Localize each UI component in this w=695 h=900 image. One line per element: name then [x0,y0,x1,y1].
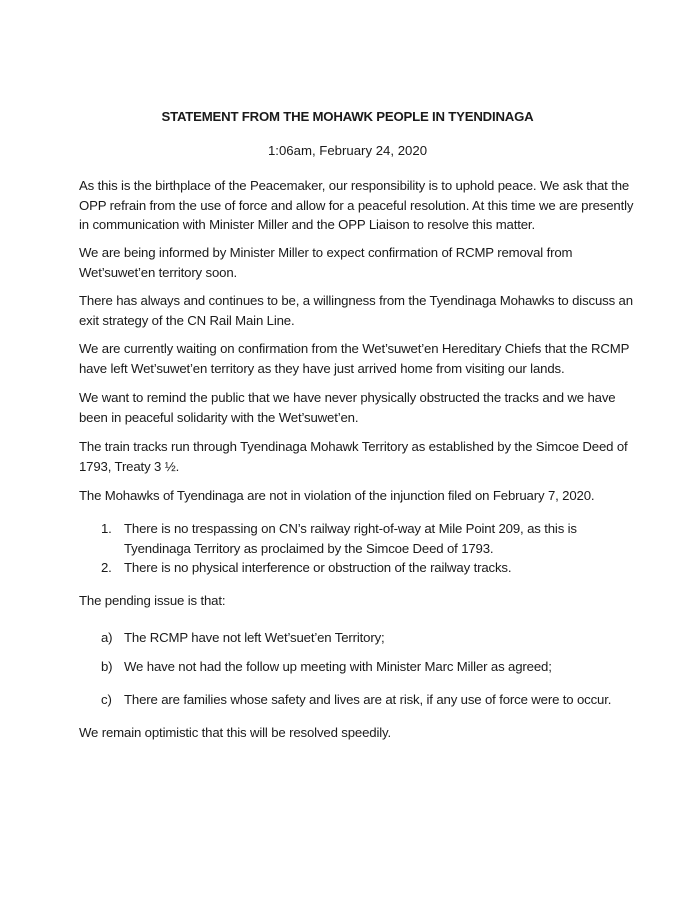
list-item-text: The RCMP have not left Wet’suet’en Territory; [124,630,385,645]
document-title: STATEMENT FROM THE MOHAWK PEOPLE IN TYENDINAGA [161,109,534,124]
paragraph-remind-public: We want to remind the public that we have never physically obstructed the tracks and we have been in peaceful solidarity with the Wet’suwet’en. [79,390,616,425]
list-marker: c) [101,692,112,707]
document-date: 1:06am, February 24, 2020 [267,143,428,158]
list-item-text: We have not had the follow up meeting with Minister Marc Miller as agreed; [124,659,552,674]
lettered-list-item [101,628,641,648]
paragraph-peacemaker: As this is the birthplace of the Peacemaker, our responsibility is to uphold peace. We ask that the OPP refrain from the use of force and allow for a peaceful resolution. At this time we are presently in communication with Minister Miller and the OPP Liaison to resolve this matter. [79,178,634,232]
list-item-text: There are families whose safety and lives are at risk, if any use of force were to occur. [124,692,612,707]
pending-intro: The pending issue is that: [79,593,226,608]
numbered-list-item [101,558,641,578]
paragraph-willingness: There has always and continues to be, a willingness from the Tyendinaga Mohawks to discuss an exit strategy of the CN Rail Main Line. [79,293,633,328]
lettered-list-item [101,657,641,677]
list-marker: a) [101,630,113,645]
paragraph-waiting-confirmation: We are currently waiting on confirmation from the Wet’suwet’en Hereditary Chiefs that the RCMP have left Wet’suwet’en territory as they have just arrived home from visiting our lands. [79,341,630,376]
list-marker: b) [101,659,113,674]
numbered-list-item [101,519,641,558]
list-marker: 2. [101,560,112,575]
closing-statement: We remain optimistic that this will be resolved speedily. [79,725,391,740]
lettered-list-item [101,690,641,710]
list-item-text: There is no trespassing on CN’s railway right-of-way at Mile Point 209, as this is Tyendinaga Territory as proclaimed by the Simcoe Deed of 1793. [124,521,577,556]
paragraph-injunction: The Mohawks of Tyendinaga are not in violation of the injunction filed on February 7, 2020. [79,488,595,503]
list-item-text: There is no physical interference or obstruction of the railway tracks. [124,560,512,575]
list-marker: 1. [101,521,112,536]
paragraph-train-tracks: The train tracks run through Tyendinaga Mohawk Territory as established by the Simcoe Deed of 1793, Treaty 3 ½. [79,439,628,474]
paragraph-minister-miller: We are being informed by Minister Miller to expect confirmation of RCMP removal from Wet’suwet’en territory soon. [79,245,573,280]
